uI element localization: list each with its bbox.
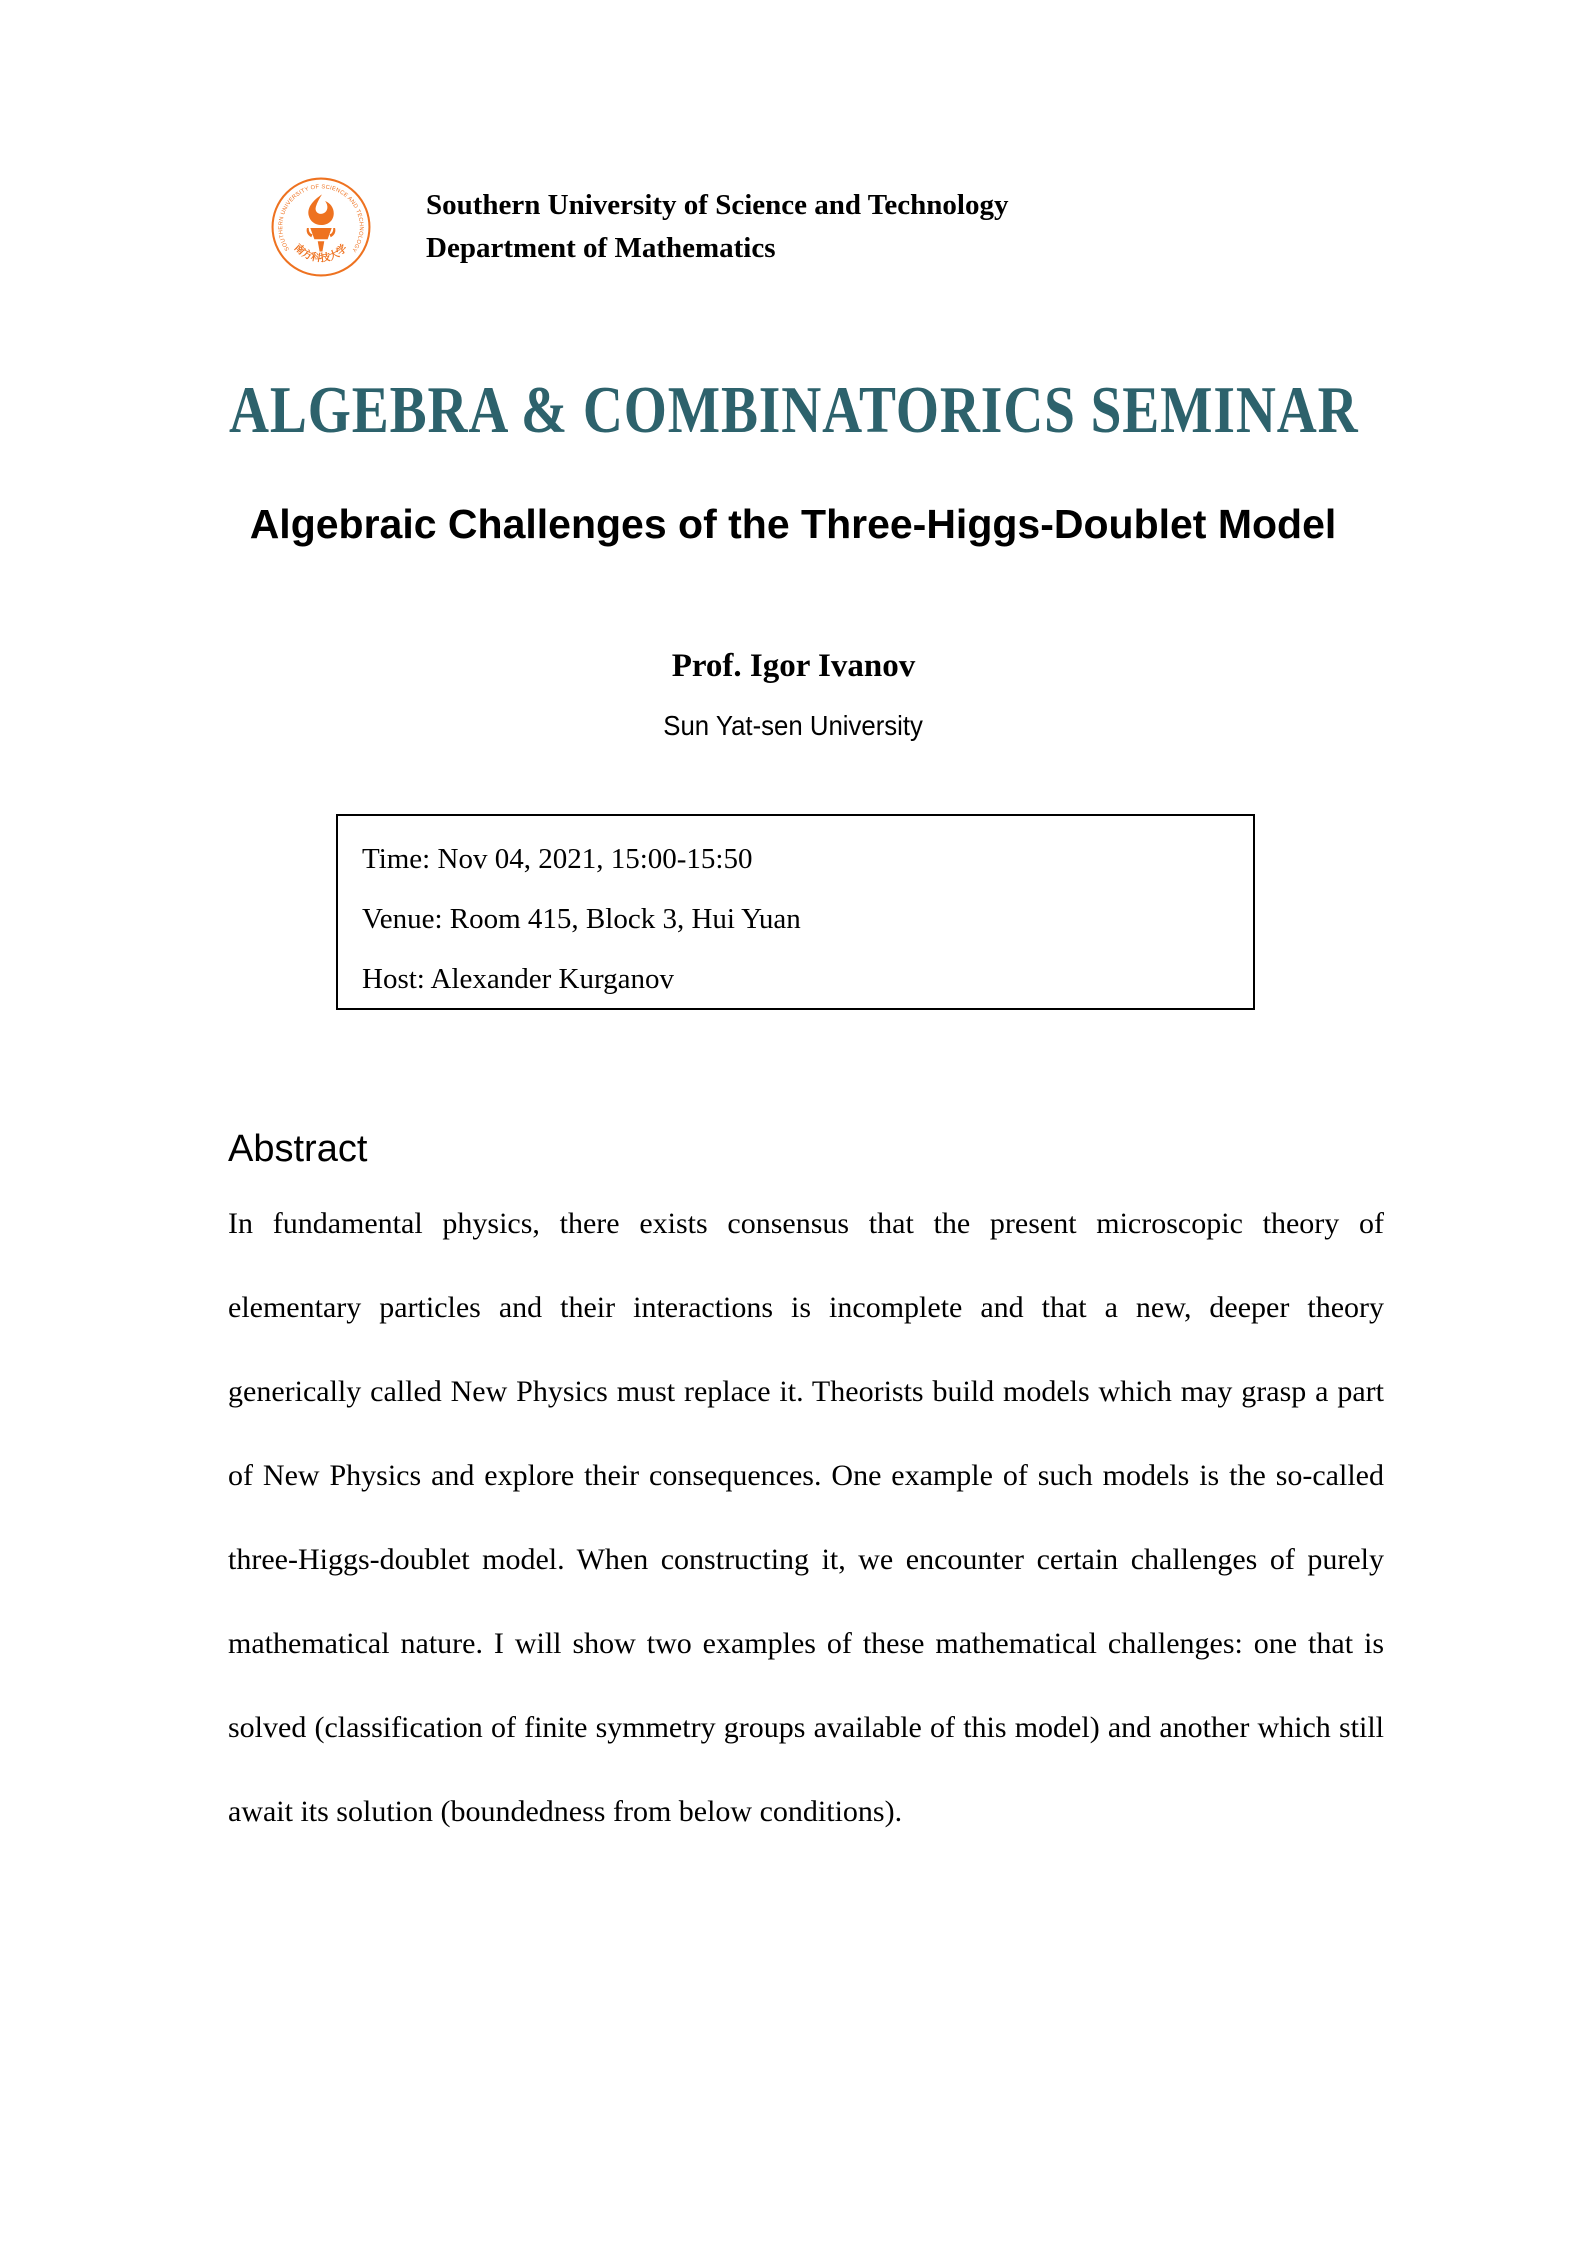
speaker-affiliation [0,710,1587,742]
host-row [362,949,1233,1009]
venue-label: Venue: [362,903,443,935]
logo-ring-text: SOUTHERN UNIVERSITY OF SCIENCE AND TECHNOLOGY [278,184,364,254]
university-seal-icon [270,176,372,278]
abstract-heading: Abstract [228,1128,368,1170]
logo-chinese-text: 南方科技大学 [291,242,350,265]
university-name: Southern University of Science and Technology [426,189,1009,221]
document-header [426,184,1008,270]
seminar-series-title-text: ALGEBRA & COMBINATORICS SEMINAR [228,372,1359,448]
speaker-affiliation-text: Sun Yat-sen University [663,710,924,741]
time-label: Time: [362,843,431,875]
host-label: Host: [362,963,425,995]
torch-icon [307,194,336,251]
university-logo [270,176,372,278]
talk-title: Algebraic Challenges of the Three-Higgs-Doublet Model [249,501,1337,547]
time-row [362,829,1233,889]
abstract-body: In fundamental physics, there exists consensus that the present microscopic theory of elementary particles and their interactions is incomplete and that a new, deeper theory generically called New Physics must replace it. Theorists build models which may grasp a part of New Physics and explore their consequences. One example of such models is the so-called three-Higgs-doublet model. When constructing it, we encounter certain challenges of purely mathematical nature. I will show two examples of these mathematical challenges: one that is solved (classification of finite symmetry groups available of this model) and another which still await its solution (boundedness from below conditions). [228,1207,1384,1828]
speaker-name: Prof. Igor Ivanov [671,648,916,684]
time-value: Nov 04, 2021, 15:00-15:50 [437,843,753,875]
host-value: Alexander Kurganov [430,963,674,995]
venue-row [362,889,1233,949]
department-name: Department of Mathematics [426,232,776,264]
venue-value: Room 415, Block 3, Hui Yuan [449,903,801,935]
event-details-box [336,814,1255,1010]
seminar-series-title [0,374,1587,447]
